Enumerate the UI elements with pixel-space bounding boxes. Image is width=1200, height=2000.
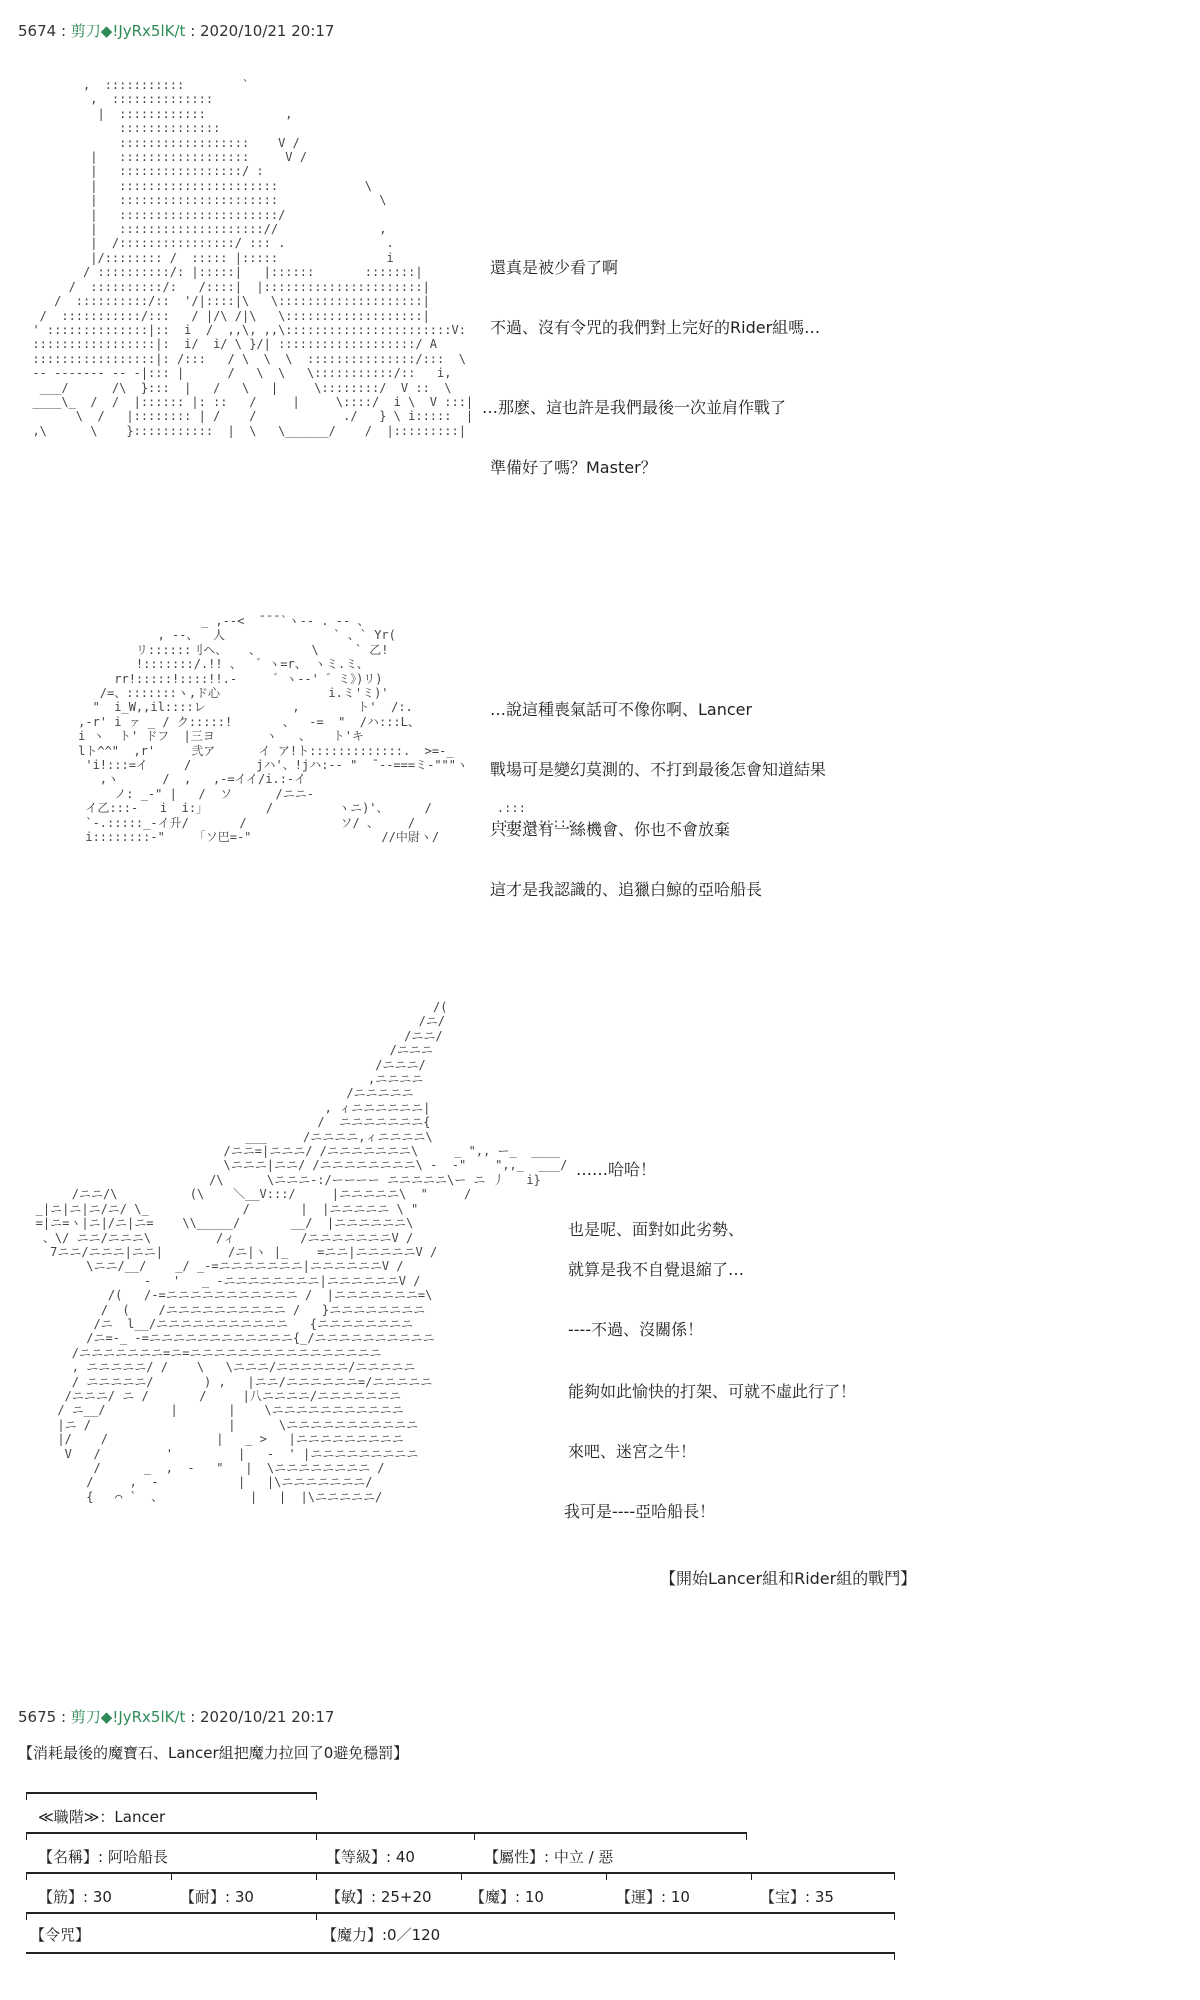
poster-name[interactable]: 剪刀◆!JyRx5lK/t [70,22,186,40]
status-alignment: 【屬性】: 中立 / 惡 [484,1848,614,1866]
dialog-line: 這才是我認識的、追獵白鯨的亞哈船長 [490,880,763,899]
dialog-line: 就算是我不自覺退縮了… [568,1260,745,1279]
status-tick [746,1832,747,1840]
mana-recovery-note: 【消耗最後的魔寶石、Lancer組把魔力拉回了0避免穩罰】 [18,1744,409,1762]
status-level: 【等級】: 40 [326,1848,415,1866]
status-tick [894,1912,895,1920]
dialog-line: 不過、沒有令咒的我們對上完好的Rider組嗎… [490,318,821,337]
status-tick [474,1832,475,1840]
scene2-dialog [490,700,910,900]
status-tick [316,1792,317,1800]
dialog-line: 也是呢、面對如此劣勢、 [568,1220,745,1239]
post-header-5674: 5674 : 剪刀◆!JyRx5lK/t : 2020/10/21 20:17 [18,22,335,40]
status-tick [26,1792,27,1800]
status-rule [26,1832,746,1834]
status-class: ≪職階≫：Lancer [38,1808,166,1826]
dialog-line: 能夠如此愉快的打架、可就不虛此行了！ [568,1382,857,1401]
status-end: 【耐】: 30 [180,1888,254,1906]
dialog-line: 我可是----亞哈船長！ [564,1502,716,1521]
status-tick [316,1832,317,1840]
scene1-dialog [482,258,910,488]
dialog-line: 來吧、迷宮之牛！ [568,1442,697,1461]
dialog-line: 戰場可是變幻莫測的、不打到最後怎會知道結果 [490,760,827,779]
status-tick [606,1872,607,1880]
dialog-line: 準備好了嗎？Master？ [490,458,657,477]
status-tick [316,1872,317,1880]
status-str: 【筋】: 30 [38,1888,112,1906]
status-luk: 【運】: 10 [616,1888,690,1906]
status-mag: 【魔】: 10 [470,1888,544,1906]
servant-status-table [26,1792,894,1962]
post-datetime: 2020/10/21 20:17 [200,22,335,40]
status-name: 【名稱】: 阿哈船長 [38,1848,168,1866]
status-agi: 【敏】: 25+20 [326,1888,432,1906]
dialog-line: …那麽、這也許是我們最後一次並肩作戰了 [482,398,787,417]
dialog-line: 還真是被少看了啊 [490,258,619,277]
dialog-line: …說這種喪氣話可不像你啊、Lancer [490,700,753,719]
status-tick [26,1832,27,1840]
battle-start-note: 【開始Lancer組和Rider組的戰鬥】 [660,1569,917,1588]
post-datetime: 2020/10/21 20:17 [200,1708,335,1726]
status-rule [26,1872,894,1874]
post-number: 5675 [18,1708,57,1726]
status-tick [894,1872,895,1880]
status-command-seal: 【令咒】 [30,1926,91,1944]
status-tick [316,1912,317,1920]
status-rule [26,1792,316,1794]
status-rule [26,1912,894,1914]
status-tick [461,1872,462,1880]
status-tick [26,1872,27,1880]
status-np: 【宝】: 35 [760,1888,834,1906]
status-tick [26,1912,27,1920]
ascii-art-master-portrait: _ ,--< ̄ ̄ ̄ `ヽ-- . -- 、 , --、 人 ` 、` Yr( リ::::::刂ヘ、 、 \ ` 乙! !:::::::/.!! 、 ゛ヽ=r、 ヽミ.ミ、 rr!:::::!::::!!.- ゛ヽ--' ゛ミ》)リ) /=、:::::::ヽ,ド心 i.ミ'ミ)' " i_W,,il::::レ , ト' /:. ,-r' i ァ _ / ク:::::! 、 -= " /ハ:::L、 i ヽ ト' ドフ |三ヨ ヽ 、 ト'キ lト^^" ,r' 弐ア イ ア!ト:::::::::::::. >=-_ 'i!:::=イ / jハ'、!jハ:-- " ̄ --===ミ-"""ヽ ,ヽ / , ,-=イイ/i.:-イ ノ: _-" | / ソ /ニニ- イ乙:::- i i:」 / ヽニ)'、 / .::: `-.:::::_-イ升/ / ソ/ 、 / ::::::::::: i::::::::-" 「ソ巴=-" //中尉ヽ/ [78,614,575,845]
status-tick [171,1872,172,1880]
status-tick [751,1872,752,1880]
dialog-line: 只要還有一絲機會、你也不會放棄 [490,820,731,839]
poster-name[interactable]: 剪刀◆!JyRx5lK/t [70,1708,186,1726]
dialog-line: ……哈哈！ [576,1160,657,1179]
ascii-art-lancer-master: , ::::::::::: ` , :::::::::::::: | :::::::::::: , :::::::::::::: :::::::::::::::::: V / | :::::::::::::::::: V / | :::::::::::::::::/ : | :::::::::::::::::::::: \ | :::::::::::::::::::::: \ | ::::::::::::::::::::::/ | ::::::::::::::::::::// , | /::::::::::::::::/ ::: . . |/:::::::: / ::::: |::::: i / ::::::::::/: |:::::| |:::::: :::::::| / ::::::::::/: /::::| |::::::::::::::::::::::| / ::::::::::/:: '/|::::|\ \::::::::::::::::::::| / :::::::::::/::: / |/\ /|\ \:::::::::::::::::::| ' ::::::::::::::|:: i / ,,\, ,,\:::::::::::::::::::::::V: :::::::::::::::::|: i/ i/ \ }/| :::::::::::::::::::/ A :::::::::::::::::|: /::: / \ \ \ :::::::::::::::/::: \ -- ------- -- -|::: | / \ \ \:::::::::::/:: i, ___/ /\ }::: | / \ | \::::::::/ V :: \ ____\_ / / |:::::: |: :: / | \::::/ i \ V :::| \ / |:::::::: | / / ./ } \ i::::: | ,\ \ }::::::::::: | \ \______/ / |:::::::::| [32,78,474,438]
status-rule [26,1952,894,1954]
post-number: 5674 [18,22,57,40]
scene3-dialog [564,1160,928,1560]
dialog-line: ----不過、沒關係！ [568,1320,704,1339]
status-tick [894,1952,895,1960]
post-header-5675: 5675 : 剪刀◆!JyRx5lK/t : 2020/10/21 20:17 [18,1708,335,1726]
ascii-art-ahab-captain: /( /ニ/ /ニニ/ /ニニニ /ニニニ/ ,ニニニニ /ニニニニニ , ィニニニニニニ| / ニニニニニニニ{ ___ /ニニニニ,ィニニニニ\ /ニニ=|ニニニ/ /ニニニニニニニ\ _ ",, ー_ ____ \ニニニ|ニニ/ /ニニニニニニニニ\ - -" ",,_ ___/ /\ \ニニニ-:/ーーーー ニニニニニ\ー ニ 丿 i} /ニニ/\ (\ ＼__V:::/ |ニニニニニ\ " / _|ニ|ニ|ニ/ニ/ \_ / | |ニニニニニ \ " =|ニ=ヽ|ニ|/ニ|ニ= \\_____/ __/ |ニニニニニニ\ 、\/ ニニ/ニニニ\ /ィ /ニニニニニニニV / 7ニニ/ニニニ|ニニ| /ニ|ヽ |_ =ニニ|ニニニニニV / \ニニ/__/ _/ _-=ニニニニニニニ|ニニニニニニV / - ' _ -ニニニニニニニニ|ニニニニニニV / /( /-=ニニニニニニニニニニニ / |ニニニニニニニ=\ / ( /ニニニニニニニニニニ / }ニニニニニニニニ /ニ l__/ニニニニニニニニニニニ {ニニニニニニニニ /ニ=-_ -=ニニニニニニニニニニニニ{_/ニニニニニニニニニニ /ニニニニニニニ=ニ=ニニニニニニニニニニニニニニニニ , ニニニニニ/ / \ \ニニニ/ニニニニニニ/ニニニニニ / ニニニニニ/ ) , |ニニ/ニニニニニニ=/ニニニニニ /ニニニ/ ニ / / |八ニニニニ/ニニニニニニニ / ニ__/ | | \ニニニニニニニニニニニ |ニ / | \ニニニニニニニニニニニ |/ / | _ > |ニニニニニニニニニ V / ' | - ' |ニニニニニニニニニ / _ , - " | \ニニニニニニニニ / / , - | |\ニニニニニニニ/ { ⌒ ` 、 | | |\ニニニニニ/ [35,1000,568,1504]
status-mana: 【魔力】:0／120 [322,1926,441,1944]
